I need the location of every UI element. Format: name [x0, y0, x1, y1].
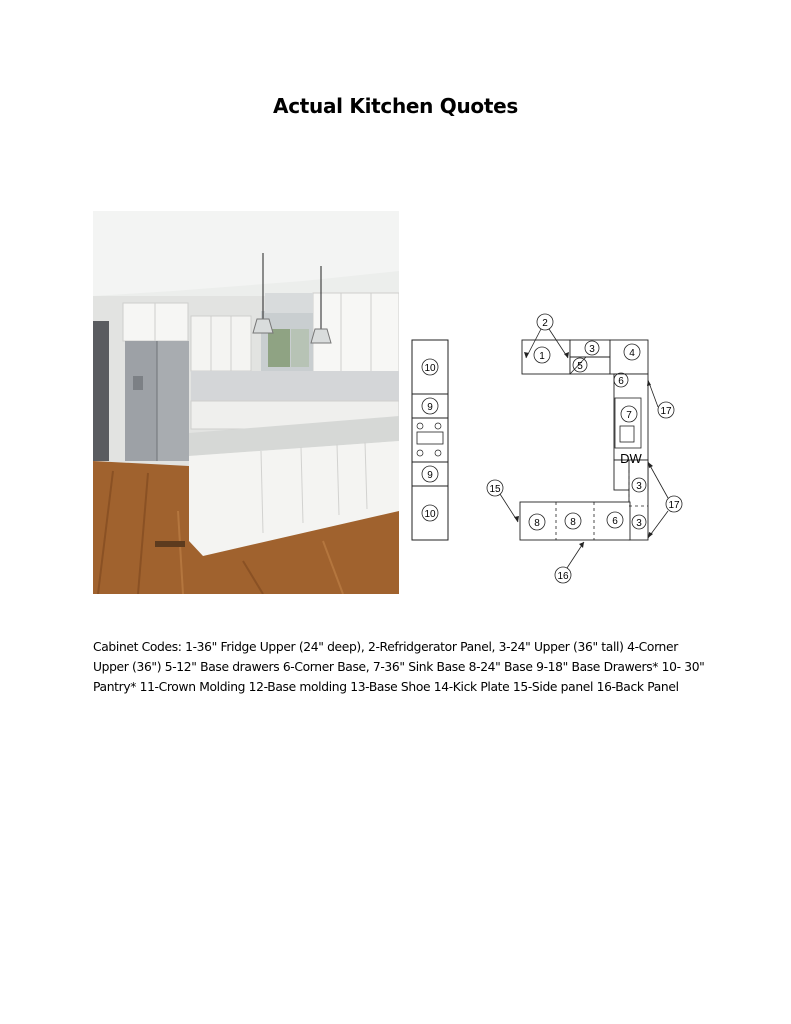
plan-label-15: 15 [489, 484, 501, 495]
elevation-label-pantry-bottom: 10 [424, 509, 436, 520]
elevation-label-drawers-top: 9 [427, 402, 433, 413]
plan-label-2: 2 [542, 318, 548, 329]
plan-label-4: 4 [629, 348, 635, 359]
cabinet-codes-text: Cabinet Codes: 1-36" Fridge Upper (24" deep), 2-Refridgerator Panel, 3-24" Upper (36" tall) 4-Corner Upper (36") 5-12" Base drawers 6-Corner Base, 7-36" Sink Base 8-24" Base 9-18" Base Drawers* 10- 30" Pantry* 11-Crown Molding 12-Base molding 13-Base Shoe 14-Kick Plate 15-Side panel 16-Back Panel [93, 640, 705, 694]
plan-label-5: 5 [577, 361, 583, 372]
plan-label-dw: DW [620, 451, 642, 466]
plan-label-3-top: 3 [589, 344, 595, 355]
wall-elevation-diagram [408, 336, 452, 544]
plan-label-8-left: 8 [534, 518, 540, 529]
plan-label-3-bottom: 3 [636, 518, 642, 529]
plan-label-17-top: 17 [660, 406, 672, 417]
elevation-label-drawers-bottom: 9 [427, 470, 433, 481]
plan-label-1: 1 [539, 351, 545, 362]
plan-label-7: 7 [626, 410, 632, 421]
floor-plan-diagram [484, 310, 689, 590]
elevation-label-pantry-top: 10 [424, 363, 436, 374]
plan-label-16: 16 [557, 571, 569, 582]
plan-label-8-right: 8 [570, 517, 576, 528]
kitchen-photo [93, 211, 399, 594]
plan-label-17-bottom: 17 [668, 500, 680, 511]
page-title: Actual Kitchen Quotes [273, 94, 518, 118]
plan-label-3-mid: 3 [636, 481, 642, 492]
plan-label-6-top: 6 [618, 376, 624, 387]
plan-label-6-bottom: 6 [612, 516, 618, 527]
